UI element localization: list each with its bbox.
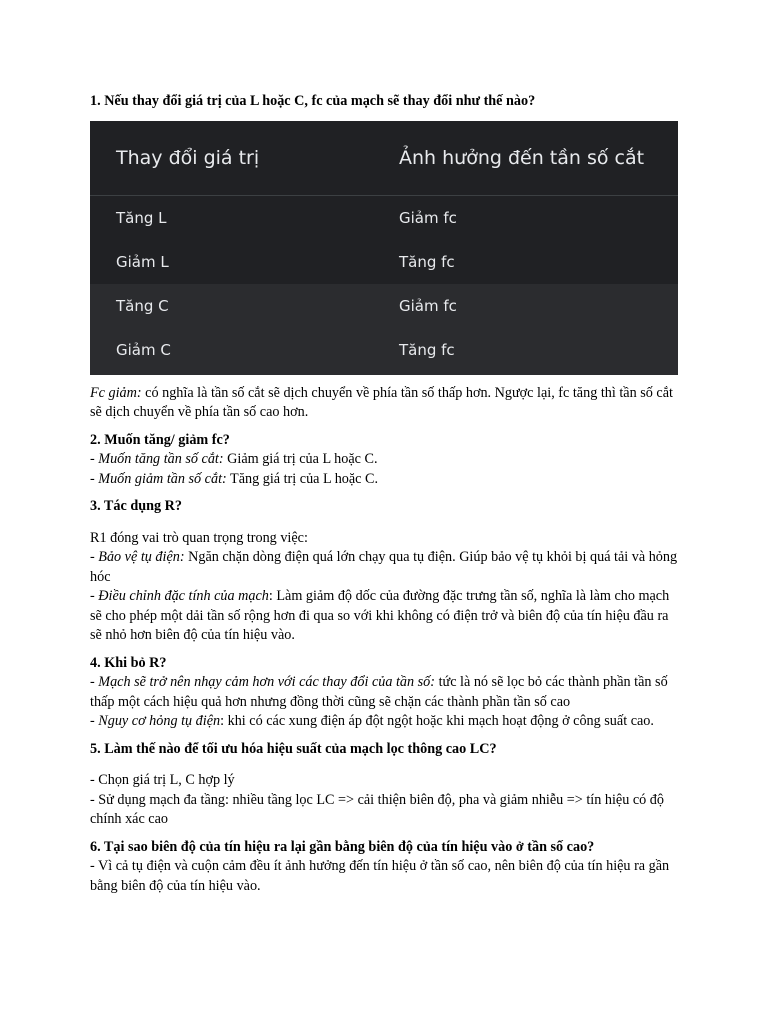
q3-item-text: Ngăn chặn dòng điện quá lớn chạy qua tụ điện. Giúp bảo vệ tụ khỏi bị quá tải và hỏng hóc [90,549,678,585]
q6-text: - Vì cả tụ điện và cuộn cảm đều ít ảnh hưởng đến tín hiệu ở tần số cao, nên biên độ của tín hiệu ra gần bằng biên độ của tín hiệu vào. [90,858,670,894]
question-6-title: 6. Tại sao biên độ của tín hiệu ra lại gần bằng biên độ của tín hiệu vào ở tần số cao? [90,838,595,855]
question-1-title: 1. Nếu thay đổi giá trị của L hoặc C, fc của mạch sẽ thay đổi như thế nào? [90,93,536,109]
q3-item [90,587,680,646]
question-4-title: 4. Khi bỏ R? [90,654,167,671]
lc-effect-table [90,121,678,375]
table-cell: Tăng fc [399,252,455,271]
q3-item-label: Bảo vệ tụ điện: [98,549,185,565]
q4-item-text: tức là nó sẽ lọc bỏ các thành phần tần số thấp một cách hiệu quả hơn nhưng đồng thời cũng sẽ chặn các thành phần tần số cao [90,674,668,710]
table-header-effect: Ảnh hưởng đến tần số cắt [399,146,645,169]
table-row [90,328,678,375]
q3-item-prefix: - [90,588,99,604]
q3-intro: R1 đóng vai trò quan trọng trong việc: [90,529,308,546]
q4-item-label: - Nguy cơ hỏng tụ điện [90,713,221,729]
table-cell: Tăng C [116,296,169,315]
fc-note-text: có nghĩa là tần số cắt sẽ dịch chuyển về phía tần số thấp hơn. Ngược lại, fc tăng thì tần số cắt sẽ dịch chuyển về phía tần số cao hơn. [90,384,673,420]
fc-note-label: Fc giảm: [90,384,142,401]
question-2-title: 2. Muốn tăng/ giảm fc? [90,431,230,448]
table-header-change: Thay đổi giá trị [116,146,260,169]
question-3-title: 3. Tác dụng R? [90,498,182,514]
document-content [90,92,680,896]
table-cell: Tăng fc [399,340,455,359]
q3-item-text: : Làm giảm độ dốc của đường đặc trưng tần số, nghĩa là làm cho mạch sẽ cho phép một dải tần số rộng hơn đi qua so với khi không có điện trở và biên độ của tín hiệu đầu ra sẽ nhỏ hơn biên độ của tín hiệu vào. [90,588,670,643]
q4-item [90,712,680,732]
q5-item: - Sử dụng mạch đa tầng: nhiều tầng lọc LC => cải thiện biên độ, pha và giảm nhiễu => tín hiệu có độ chính xác cao [90,791,664,827]
q4-item [90,673,680,712]
table-cell: Giảm fc [399,208,457,227]
q5-item: - Chọn giá trị L, C hợp lý [90,772,235,788]
table-row [90,240,678,284]
q2-item [90,470,680,490]
table-header-row [90,121,678,196]
q2-item [90,450,680,470]
table-cell: Giảm L [116,252,169,271]
q2-item-text: Tăng giá trị của L hoặc C. [226,470,379,487]
table-cell: Giảm C [116,340,171,359]
table-row [90,284,678,328]
table-row [90,196,678,240]
q2-item-label: - Muốn giảm tần số cắt: [90,470,227,487]
q2-item-label: - Muốn tăng tần số cắt: [90,451,224,467]
q3-item-label: Điều chỉnh đặc tính của mạch [98,588,269,604]
question-5-title: 5. Làm thế nào để tối ưu hóa hiệu suất của mạch lọc thông cao LC? [90,740,497,757]
q4-item-text: : khi có các xung điện áp đột ngột hoặc khi mạch hoạt động ở công suất cao. [220,713,654,729]
table-cell: Tăng L [116,208,167,227]
q4-item-label: - Mạch sẽ trở nên nhạy cảm hơn với các thay đổi của tần số: [90,674,436,690]
q2-item-text: Giảm giá trị của L hoặc C. [223,451,378,467]
q3-item-prefix: - [90,549,99,565]
table-cell: Giảm fc [399,296,457,315]
q3-item [90,548,680,587]
fc-note [90,384,680,423]
